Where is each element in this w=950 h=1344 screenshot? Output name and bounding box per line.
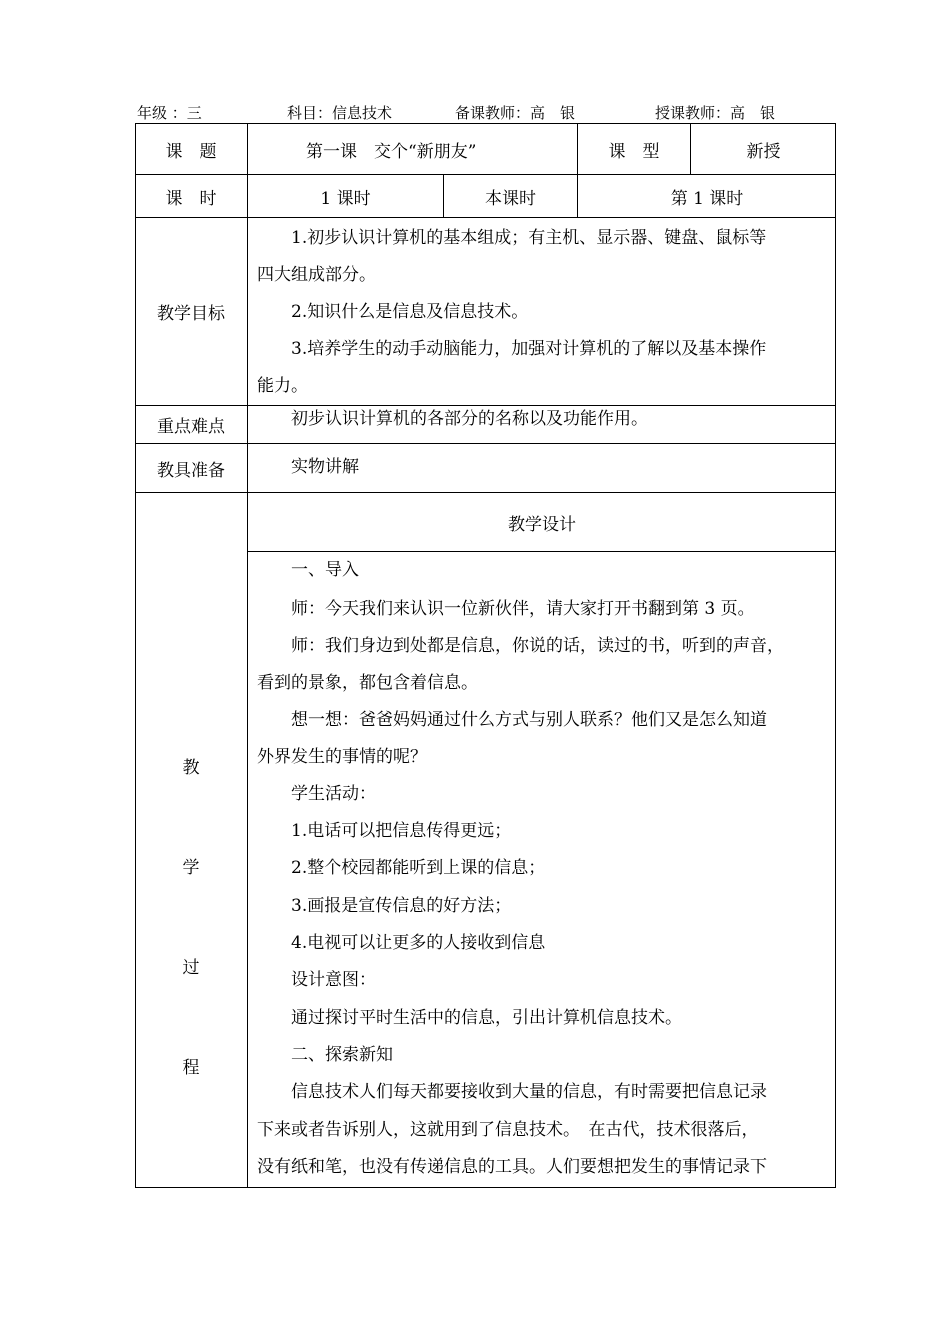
type-label: 课 型 (608, 141, 660, 162)
process-line: 想一想：爸爸妈妈通过什么方式与别人联系？他们又是怎么知道 (257, 710, 767, 730)
process-line: 下来或者告诉别人，这就用到了信息技术。 在古代，技术很落后， (257, 1120, 759, 1140)
process-label-char: 教 (182, 757, 200, 778)
process-line: 师：我们身边到处都是信息，你说的话，读过的书，听到的声音， (257, 636, 784, 656)
subject-label: 科目：信息技术 (287, 104, 393, 122)
process-line: 二、探索新知 (257, 1045, 393, 1065)
process-line: 没有纸和笔，也没有传递信息的工具。人们要想把发生的事情记录下 (257, 1157, 767, 1177)
process-line: 设计意图： (257, 970, 376, 990)
objective-line: 四大组成部分。 (257, 265, 376, 285)
process-line: 看到的景象，都包含着信息。 (257, 673, 478, 693)
type-value: 新授 (746, 141, 781, 162)
design-title: 教学设计 (508, 514, 576, 535)
row-divider (247, 551, 836, 552)
process-line: 一、导入 (257, 560, 359, 580)
prep-teacher-label: 备课教师：高 银 (455, 104, 576, 122)
topic-label: 课 题 (165, 141, 217, 162)
topic-value: 第一课 交个“新朋友” (306, 141, 477, 162)
current-lesson-label: 本课时 (485, 188, 536, 209)
key-points-value: 初步认识计算机的各部分的名称以及功能作用。 (257, 409, 648, 429)
process-line: 通过探讨平时生活中的信息，引出计算机信息技术。 (257, 1008, 682, 1028)
process-line: 3.画报是宣传信息的好方法； (257, 896, 512, 916)
hours-value: 1 课时 (320, 188, 371, 209)
process-line: 外界发生的事情的呢？ (257, 747, 427, 767)
objectives-label: 教学目标 (157, 304, 225, 324)
process-line: 学生活动： (257, 784, 376, 804)
objective-line: 1.初步认识计算机的基本组成；有主机、显示器、键盘、鼠标等 (257, 228, 767, 248)
process-line: 4.电视可以让更多的人接收到信息 (257, 933, 546, 953)
objective-line: 2.知识什么是信息及信息技术。 (257, 302, 529, 322)
process-line: 师：今天我们来认识一位新伙伴，请大家打开书翻到第 3 页。 (257, 599, 755, 619)
objective-line: 3.培养学生的动手动脑能力，加强对计算机的了解以及基本操作 (257, 339, 767, 359)
current-lesson-value: 第 1 课时 (670, 188, 744, 209)
process-label-char: 程 (182, 1057, 200, 1078)
teaching-teacher-label: 授课教师：高 银 (655, 104, 776, 122)
hours-label: 课 时 (165, 188, 217, 209)
grade-label: 年级 ：三 (137, 104, 202, 122)
process-label-char: 过 (182, 957, 200, 978)
process-line: 2.整个校园都能听到上课的信息； (257, 858, 546, 878)
key-points-label: 重点难点 (157, 417, 225, 437)
process-label-char: 学 (182, 857, 200, 878)
tools-label: 教具准备 (157, 460, 225, 481)
objective-line: 能力。 (257, 376, 308, 396)
process-line: 1.电话可以把信息传得更远； (257, 821, 512, 841)
tools-value: 实物讲解 (257, 457, 359, 477)
process-line: 信息技术人们每天都要接收到大量的信息，有时需要把信息记录 (257, 1082, 767, 1102)
column-divider (247, 123, 248, 1188)
